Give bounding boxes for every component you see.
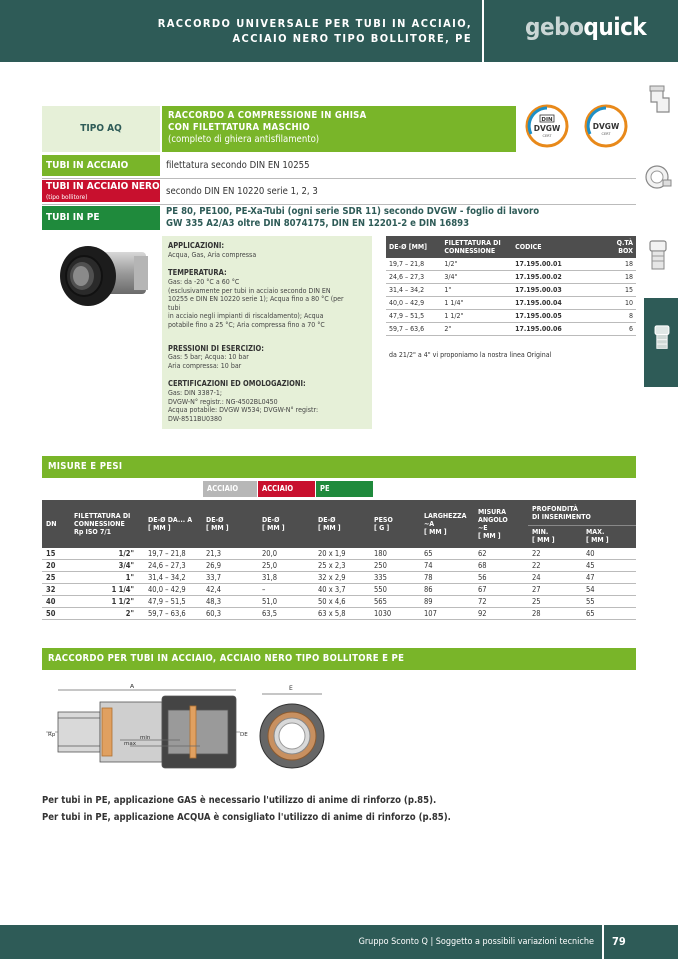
hdr-line: ~A — [424, 520, 435, 528]
sizes-header-mis — [474, 500, 528, 548]
hdr-line: DE-Ø DA... A — [148, 516, 193, 524]
sizes-cell-fil: 1 1/4" — [70, 584, 144, 596]
sizes-cell-dn: 20 — [42, 560, 70, 572]
codes-row — [386, 258, 636, 271]
sizes-cell-de2: 60,3 — [202, 608, 258, 620]
din-dvgw-cert-badge — [525, 104, 569, 148]
tubi-pe-line2: GW 335 A2/A3 oltre DIN 8074175, DIN EN 12201-2 e DIN 16893 — [166, 218, 470, 229]
hdr-line: [ G ] — [374, 524, 390, 532]
sizes-cell-max: 55 — [582, 596, 636, 608]
hdr-line: Rp ISO 7/1 — [74, 528, 112, 536]
sizes-header-larg — [420, 500, 474, 548]
sizes-cell-mis: 72 — [474, 596, 528, 608]
prof-sub — [528, 525, 636, 546]
hdr-line: [ MM ] — [532, 535, 555, 544]
hdr-line: DE-Ø — [262, 516, 280, 524]
product-title-line1: RACCORDO A COMPRESSIONE IN GHISA — [168, 110, 367, 121]
sizes-header-de4 — [314, 500, 370, 548]
sizes-cell-fil: 1/2" — [70, 548, 144, 560]
hdr-line: DE-Ø — [318, 516, 336, 524]
hdr-line: MISURA — [478, 508, 506, 516]
drawing-label-a: A — [130, 684, 135, 690]
sizes-cell-dn: 32 — [42, 584, 70, 596]
codes-cell-qty: 18 — [601, 258, 636, 271]
badge2-cert: CERT — [601, 132, 611, 136]
codes-cell-qty: 15 — [601, 284, 636, 297]
codes-cell-code: 17.195.00.01 — [512, 258, 601, 271]
sizes-cell-fil: 1" — [70, 572, 144, 584]
pressure-heading: PRESSIONI DI ESERCIZIO: — [168, 344, 264, 353]
badge1-din: DIN — [541, 117, 553, 123]
sizes-cell-peso: 565 — [370, 596, 420, 608]
elbow-fitting-icon — [643, 84, 673, 118]
note-acqua: Per tubi in PE, applicazione ACQUA è consigliato l'utilizzo di anime di rinforzo (p.85). — [42, 812, 451, 823]
sizes-cell-larg: 65 — [420, 548, 474, 560]
page-title — [140, 16, 472, 46]
sizes-header-prof — [528, 500, 636, 548]
hdr-line: LARGHEZZA — [424, 512, 467, 520]
codes-cell-fil: 3/4" — [441, 271, 512, 284]
codes-row — [386, 297, 636, 310]
legend-acciaio-nero: ACCIAIO — [258, 481, 315, 497]
codes-cell-code: 17.195.00.05 — [512, 310, 601, 323]
tubi-pe-label: TUBI IN PE — [42, 206, 160, 230]
sizes-cell-fil: 2" — [70, 608, 144, 620]
codes-header-code: CODICE — [512, 236, 601, 258]
sizes-cell-de4: 32 x 2,9 — [314, 572, 370, 584]
dvgw-cert-badge — [584, 104, 628, 148]
section-misure-pesi: MISURE E PESI — [42, 456, 636, 478]
drawing-label-min: min — [140, 735, 151, 741]
sizes-header-fil — [70, 500, 144, 548]
codes-cell-fil: 1" — [441, 284, 512, 297]
codes-header-fil: FILETTATURA DI CONNESSIONE — [441, 236, 512, 258]
page-number: 79 — [612, 935, 626, 948]
drawing-label-e: E — [289, 685, 293, 692]
sizes-cell-fil: 1 1/2" — [70, 596, 144, 608]
sizes-cell-de2: 42,4 — [202, 584, 258, 596]
codes-cell-code: 17.195.00.03 — [512, 284, 601, 297]
drawing-label-max: max — [124, 741, 136, 747]
temp-line: 10255 e DIN EN 10220 serie 1); Acqua fino a 80 °C (per — [168, 295, 344, 303]
sizes-header-row — [42, 500, 636, 548]
clamp-fitting-icon — [643, 160, 673, 194]
sizes-cell-de4: 20 x 1,9 — [314, 548, 370, 560]
section-raccordo-drawing: RACCORDO PER TUBI IN ACCIAIO, ACCIAIO NERO TIPO BOLLITORE E PE — [42, 648, 636, 670]
tipo-label: TIPO AQ — [42, 106, 160, 152]
sizes-header-de3 — [258, 500, 314, 548]
tubi-acciaio-text: filettatura secondo DIN EN 10255 — [166, 160, 310, 171]
sizes-cell-mis: 56 — [474, 572, 528, 584]
codes-row — [386, 310, 636, 323]
codes-cell-fil: 1 1/2" — [441, 310, 512, 323]
sizes-cell-max: 54 — [582, 584, 636, 596]
hdr-line: DE-Ø — [206, 516, 224, 524]
codes-header-de: DE-Ø [MM] — [386, 236, 441, 258]
temp-line: (esclusivamente per tubi in acciaio secondo DIN EN — [168, 286, 331, 295]
sizes-cell-de3: – — [258, 584, 314, 596]
cert-heading: CERTIFICAZIONI ED OMOLOGAZIONI: — [168, 379, 306, 388]
hdr-line: DI INSERIMENTO — [532, 512, 591, 521]
codes-cell-de: 59,7 – 63,6 — [386, 323, 441, 336]
sizes-cell-min: 25 — [528, 596, 582, 608]
sizes-header-max — [582, 526, 636, 546]
sizes-cell-de3: 20,0 — [258, 548, 314, 560]
sizes-cell-de1: 24,6 – 27,3 — [144, 560, 202, 572]
hdr-line: FILETTATURA DI — [74, 512, 131, 520]
header-divider — [482, 0, 484, 62]
tubi-nero-text: secondo DIN EN 10220 serie 1, 2, 3 — [166, 186, 318, 197]
temp-line: tubi — [168, 303, 181, 312]
sizes-row — [42, 608, 636, 620]
codes-cell-code: 17.195.00.06 — [512, 323, 601, 336]
sizes-table — [42, 500, 636, 620]
tubi-nero-label — [42, 180, 160, 202]
codes-row — [386, 323, 636, 336]
footer-text: Gruppo Sconto Q | Soggetto a possibili variazioni tecniche — [358, 937, 594, 947]
tubi-pe-text — [166, 206, 539, 230]
codes-cell-de: 24,6 – 27,3 — [386, 271, 441, 284]
sizes-cell-max: 45 — [582, 560, 636, 572]
sizes-cell-min: 24 — [528, 572, 582, 584]
codes-cell-fil: 1/2" — [441, 258, 512, 271]
codes-header-row — [386, 236, 636, 258]
sizes-cell-de1: 19,7 – 21,8 — [144, 548, 202, 560]
logo-part1: gebo — [525, 13, 584, 41]
sizes-cell-min: 22 — [528, 548, 582, 560]
hdr-line: [ MM ] — [478, 532, 501, 540]
hdr-line: [ MM ] — [424, 528, 447, 536]
sizes-cell-de1: 47,9 – 51,5 — [144, 596, 202, 608]
sizes-row — [42, 548, 636, 560]
sizes-cell-de2: 48,3 — [202, 596, 258, 608]
sizes-cell-de4: 25 x 2,3 — [314, 560, 370, 572]
sizes-row — [42, 560, 636, 572]
sizes-row — [42, 596, 636, 608]
sizes-cell-dn: 15 — [42, 548, 70, 560]
sizes-row — [42, 584, 636, 596]
codes-cell-qty: 18 — [601, 271, 636, 284]
sizes-header-dn: DN — [42, 500, 70, 548]
temp-text — [168, 278, 344, 329]
product-title-line2: CON FILETTATURA MASCHIO — [168, 122, 310, 133]
tubi-pe-line1: PE 80, PE100, PE-Xa-Tubi (ogni serie SDR 11) secondo DVGW - foglio di lavoro — [166, 206, 540, 217]
sizes-cell-larg: 89 — [420, 596, 474, 608]
hdr-line: PESO — [374, 516, 393, 524]
sizes-cell-fil: 3/4" — [70, 560, 144, 572]
logo-part2: quick — [583, 13, 647, 41]
sizes-header-peso — [370, 500, 420, 548]
sizes-row — [42, 572, 636, 584]
page-title-line1: RACCORDO UNIVERSALE PER TUBI IN ACCIAIO, — [157, 17, 472, 30]
sizes-cell-de4: 40 x 3,7 — [314, 584, 370, 596]
tubi-acciaio-label: TUBI IN ACCIAIO — [42, 155, 160, 176]
temp-line: potabile fino a 25 °C; Aria compressa fino a 70 °C — [168, 320, 325, 329]
badge2-dvgw: DVGW — [592, 122, 620, 131]
product-photo — [54, 236, 152, 316]
sizes-cell-larg: 86 — [420, 584, 474, 596]
footer-divider — [602, 925, 604, 959]
sizes-cell-max: 47 — [582, 572, 636, 584]
sizes-cell-max: 40 — [582, 548, 636, 560]
hdr-line: CONNESSIONE — [74, 520, 125, 528]
tubi-nero-sub: (tipo bollitore) — [46, 193, 88, 201]
codes-cell-qty: 10 — [601, 297, 636, 310]
sidebar-active-tab[interactable] — [644, 298, 678, 387]
tubi-nero-title: TUBI IN ACCIAIO NERO — [46, 181, 160, 192]
codes-row — [386, 271, 636, 284]
sizes-cell-de1: 59,7 – 63,6 — [144, 608, 202, 620]
temp-line: in acciaio negli impianti di riscaldamento); Acqua — [168, 312, 324, 320]
hdr-line: ~E — [478, 524, 488, 532]
sizes-cell-mis: 62 — [474, 548, 528, 560]
sizes-header-de1 — [144, 500, 202, 548]
coupling-fitting-icon — [643, 238, 673, 272]
applications-panel — [162, 236, 372, 429]
cert-line: Gas: DIN 3387-1; — [168, 389, 222, 397]
hdr-line: [ MM ] — [586, 535, 609, 544]
pressure-line: Aria compressa: 10 bar — [168, 361, 242, 370]
sizes-cell-dn: 40 — [42, 596, 70, 608]
hdr-line: PROFONDITÀ — [532, 504, 578, 513]
sizes-cell-dn: 50 — [42, 608, 70, 620]
cert-text — [168, 389, 318, 423]
brand-logo — [525, 13, 646, 41]
sizes-cell-de2: 21,3 — [202, 548, 258, 560]
drawing-label-de: DE — [240, 732, 248, 738]
product-subtitle: (completo di ghiera antisfilamento) — [168, 134, 320, 145]
sizes-cell-peso: 180 — [370, 548, 420, 560]
codes-cell-code: 17.195.00.02 — [512, 271, 601, 284]
hdr-line: MAX. — [586, 527, 605, 536]
sizes-cell-de3: 63,5 — [258, 608, 314, 620]
legend-pe: PE — [316, 481, 373, 497]
codes-cell-fil: 2" — [441, 323, 512, 336]
sizes-cell-peso: 1030 — [370, 608, 420, 620]
divider — [42, 204, 636, 205]
codes-row — [386, 284, 636, 297]
sizes-cell-larg: 107 — [420, 608, 474, 620]
sizes-cell-mis: 68 — [474, 560, 528, 572]
prof-title — [528, 503, 636, 525]
sizes-cell-de2: 33,7 — [202, 572, 258, 584]
codes-cell-de: 19,7 – 21,8 — [386, 258, 441, 271]
cert-line: DVGW-N° registr.: NG-4502BL0450 — [168, 397, 278, 406]
sizes-cell-peso: 335 — [370, 572, 420, 584]
codes-cell-de: 40,0 – 42,9 — [386, 297, 441, 310]
pressure-text — [168, 353, 249, 370]
cert-line: Acqua potabile: DVGW W534; DVGW-N° registr: — [168, 406, 319, 414]
hdr-line: [ MM ] — [148, 524, 171, 532]
pressure-line: Gas: 5 bar; Acqua: 10 bar — [168, 353, 249, 361]
sizes-cell-peso: 550 — [370, 584, 420, 596]
badge1-dvgw: DVGW — [533, 124, 561, 133]
cert-line: DW-8511BU0380 — [168, 414, 223, 423]
codes-cell-qty: 8 — [601, 310, 636, 323]
codes-cell-de: 47,9 – 51,5 — [386, 310, 441, 323]
legend-acciaio: ACCIAIO — [203, 481, 257, 497]
temp-line: Gas: da -20 °C a 60 °C — [168, 278, 240, 286]
sizes-cell-de3: 31,8 — [258, 572, 314, 584]
sizes-cell-min: 27 — [528, 584, 582, 596]
codes-table — [386, 236, 636, 336]
sizes-cell-de2: 26,9 — [202, 560, 258, 572]
codes-cell-de: 31,4 – 34,2 — [386, 284, 441, 297]
sizes-cell-mis: 67 — [474, 584, 528, 596]
sizes-cell-de1: 31,4 – 34,2 — [144, 572, 202, 584]
sizes-cell-de1: 40,0 – 42,9 — [144, 584, 202, 596]
temp-heading: TEMPERATURA: — [168, 268, 227, 277]
sizes-cell-larg: 74 — [420, 560, 474, 572]
sizes-cell-larg: 78 — [420, 572, 474, 584]
sizes-cell-min: 22 — [528, 560, 582, 572]
apps-text: Acqua, Gas, Aria compressa — [168, 251, 257, 259]
hdr-line: [ MM ] — [318, 524, 341, 532]
sizes-cell-mis: 92 — [474, 608, 528, 620]
sizes-cell-max: 65 — [582, 608, 636, 620]
hdr-line: [ MM ] — [206, 524, 229, 532]
note-gas: Per tubi in PE, applicazione GAS è necessario l'utilizzo di anime di rinforzo (p.85). — [42, 795, 437, 806]
sizes-cell-de3: 51,0 — [258, 596, 314, 608]
apps-heading: APPLICAZIONI: — [168, 241, 225, 250]
technical-drawing — [40, 684, 330, 780]
hdr-line: ANGOLO — [478, 516, 508, 524]
codes-cell-fil: 1 1/4" — [441, 297, 512, 310]
sizes-cell-de4: 50 x 4,6 — [314, 596, 370, 608]
hdr-line: MIN. — [532, 527, 549, 536]
product-title — [168, 110, 367, 134]
sizes-cell-de3: 25,0 — [258, 560, 314, 572]
product-description — [162, 106, 516, 152]
sizes-cell-peso: 250 — [370, 560, 420, 572]
hdr-line: [ MM ] — [262, 524, 285, 532]
sizes-cell-de4: 63 x 5,8 — [314, 608, 370, 620]
codes-header-qty: Q.TÀ BOX — [601, 236, 636, 258]
divider — [42, 178, 636, 179]
sizes-cell-dn: 25 — [42, 572, 70, 584]
sizes-cell-min: 28 — [528, 608, 582, 620]
codes-cell-qty: 6 — [601, 323, 636, 336]
original-line-note: da 21/2" a 4" vi proponiamo la nostra linea Original — [389, 351, 552, 359]
page-title-line2: ACCIAIO NERO TIPO BOLLITORE, PE — [232, 32, 472, 45]
sizes-header-de2 — [202, 500, 258, 548]
codes-cell-code: 17.195.00.04 — [512, 297, 601, 310]
drawing-label-rp: Rp — [48, 732, 56, 738]
sizes-header-min — [528, 526, 582, 546]
badge1-cert: CERT — [542, 134, 552, 138]
active-fitting-icon — [649, 320, 675, 356]
